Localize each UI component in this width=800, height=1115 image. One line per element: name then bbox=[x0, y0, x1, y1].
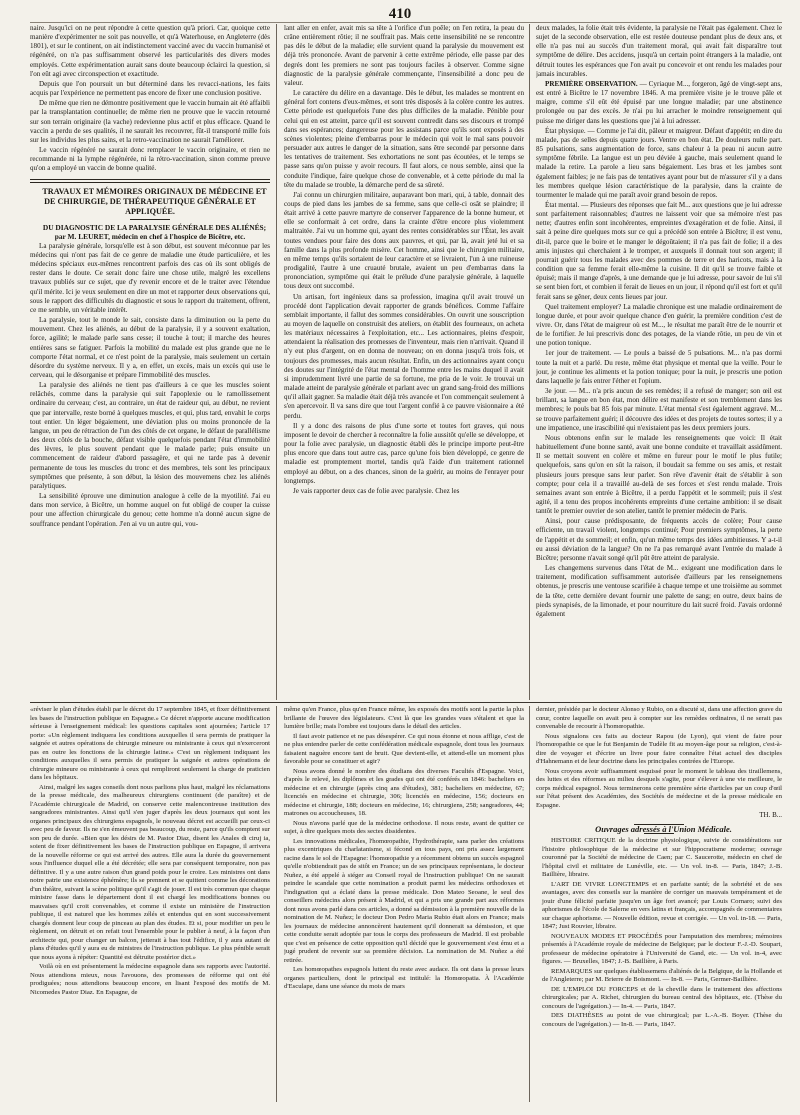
paragraph: De même que rien ne démontre positivement que le vaccin humain ait été affaibli par la transplantation continuelle; de même rien ne prouve que le vaccin retourné sur son terrain originaire (la vache) redevienne plus actif et plus efficace. Quand le vaccin a perdu de ses qualités, il ne saurait les recouvrer, fût-il transporté mille fois sur les individus les plus sains, et la retro-vaccination ne saurait l'améliorer. bbox=[30, 99, 270, 144]
publication-title: DE L'EMPLOI DU FORCEPS bbox=[551, 985, 638, 993]
publication-entry bbox=[536, 986, 782, 1012]
paragraph: Les changemens survenus dans l'état de M... exigeant une modification dans le traitement, modification suffisamment autorisée d'ailleurs par les renseignemens obtenus, je prescris une ventouse scarifiée à chaque tempe et une troisième au sommet de la tête, cette dernière devant fournir une palette de sang; en outre, deux bains de pieds synapisés, de la limonade, et pour nourriture du lait sucré froid. J'avais ordonné également bbox=[536, 564, 782, 618]
paragraph: Nous croyons avoir suffisamment esquissé pour le moment le tableau des tiraillemens, des luttes et des réformes au milieu desquels s'agite, pour s'élever à une vie meilleure, le corps médical espagnol. Nous terminerons cette première série d'articles par un coup d'œil sur l'état présent des Académies, des Sociétés de médecine et de la presse médicale en Espagne. bbox=[536, 767, 782, 809]
column-divider bbox=[276, 706, 277, 1102]
paragraph: Il faut avoir patience et ne pas désespérer. Ce qui nous étonne et nous afflige, c'est de ne plus entendre parler de cette confédération médicale espagnole, dont tous les journaux faisaient naguère encore tant de bruit. Que devient-elle, et attend-elle un moment plus favorable pour se constituer et agir? bbox=[284, 732, 524, 765]
paragraph: Ainsi, malgré les sages conseils dont nous parlions plus haut, malgré les réclamations de la presse médicale, des malheureux chirurgiens continuent (de paraître) et de l'Académie chirurgicale de Madrid, on conserve cette malencontreuse institution des sangradores ministrantes. Ainsi qu'il s'en juger d'après les deux journaux qui sont les organes principaux des chirurgiens espagnols, le nouveau décret est accueilli par ceux-ci avec peu de faveur. Ils ne s'en émeuvent pas beaucoup, du reste, parce qu'ils comptent sur son peu de durée. «Bien que les désirs de M. Pastor Diaz, disent les Anales di ciruj ia, soient de fixer définitivement les bases de l'instruction publique en Espagne, il arrivera de la nouvelle réforme ce qui est arrivé des autres. Elle aura la durée du gouvernement sous l'influence duquel elle a été décrétée; elle sera par conséquent temporaire, non pas définitive. Il y a une autre raison d'un grand poids pour le croire. Les ministres ont dans notre patrie une existence éphémère; ils se prennent et se quittent comme les décorations d'un théâtre, suivant la scène politique qu'il s'agit de jouer. Il est très commun que chaque ministre fasse dans le département dont il est chargé les modifications bonnes ou mauvaises qu'il croit convenables, et comme il existe un ministère de l'instruction publique, il est naturel que les hommes zélés et entendus qui en sont successivement chargés donnent leur coup de pinceau au plan des études. Et si, pour modifier un peu le règlement, on détruit et on refait tout l'ensemble pour le publier à neuf, à la façon d'un architecte qui, pour changer un balcon, jetterait à bas tout l'édifice, il y aura autant de plans d'études qu'il y aura eu de ministres de l'instruction publique. Le plus pénible serait que nous ayons à répéter: Quantité est détruite postérior dict.» bbox=[30, 783, 270, 961]
column-1-lower bbox=[30, 706, 270, 1102]
observation-heading-paragraph bbox=[536, 80, 782, 126]
paragraph: Nous avons donné le nombre des étudians des diverses Facultés d'Espagne. Voici, d'après le relevé, les diplômes et les grades qui ont été conférés en 1846: bacheliers en médecine et en chirurgie (après cinq ans d'études), 381; bacheliers en médecine, 67; licenciés en médecine et chirurgie, 306; licenciés en médecine, 156; docteurs en médecine et chirurgie, 188; docteurs en médecine, 16; chirurgiens, 258; sangradores, 44; matrones ou accoucheuses, 18. bbox=[284, 767, 524, 817]
author-signature: TH. B... bbox=[759, 811, 782, 819]
publication-text: et en parfaite santé; de la sobriété et de ses avantages, avec des conseils sur la manière de corriger un mauvais tempérament et de jouir d'une félicité parfaite jusqu'en un âge fort avancé; par Louis Cornaro; suivi des aphorismes de l'école de Salerne en vers latins et français, accompagnés de commentaires sur chaque aphorisme. — Nouvelle édition, revue et corrigée. — Un vol. in-18. — Paris, 1847; Just Rouvier, libraire. bbox=[542, 880, 782, 930]
publication-text: au point de vue chirurgical; par L.-A.-B. Boyer. (Thèse du concours de l'agrégation.) — In-8. — Paris, 1847. bbox=[542, 1012, 782, 1028]
publication-text: et de la cheville dans le traitement des affections chirurgicales; par A. Richet, chirurgien du bureau central des hôpitaux, etc. (Thèse du concours de l'agrégation.) — In-4. — Paris, 1847. bbox=[542, 985, 782, 1010]
publication-entry bbox=[536, 933, 782, 967]
paragraph: J'ai connu un chirurgien militaire, auparavant bon mari, qui, à table, donnait des coups de pied dans les jambes de sa femme, sans que celle-ci osât se plaindre; il était arrivé à cette pauvre martyre de conserver l'apparence de la bonne humeur, et elle se conformait à cet ordre, dans la crainte d'être encore plus violemment maltraitée. J'ai vu un homme qui, ayant des rentes considérables sur l'État, les avait toutes vendues pour faire des dons aux pauvres, et qui, par là, avait jeté lui et sa famille dans la plus profonde misère. Cet homme, ainsi que le chirurgien militaire, en même temps qu'ils sortaient de leur caractère et se livraient, l'un à une ruineuse prodigalité, l'autre à une cruauté brutale, avaient un peu d'embarras dans la prononciation, symptôme qui était le prélude d'une paralysie générale, à laquelle tous deux ont succombé. bbox=[284, 190, 524, 291]
paragraph: «réviser le plan d'études établi par le décret du 17 septembre 1845, et fixer définitivement les bases de l'instruction publique en Espagne.» Ce décret n'apporte aucune modification sérieuse à l'enseignement médical: les questions capitales sont ajournées; l'article 17 porte: «Un règlement indiquera les conditions auxquelles il sera permis de pratiquer la saignée et autres opérations de chirurgie mineure ou ministrante à ceux qui n'exerceront pas en outre les fonctions de la chirurgie latine.» C'est un règlement indiquant les conditions auxquelles il sera permis de pratiquer la saignée et autres opérations de chirurgie mineure ou ministrante à ceux qui rempliront seulement la charge de praticien dans les hôpitaux. bbox=[30, 706, 270, 781]
paragraph: Il y a donc des raisons de plus d'une sorte et toutes fort graves, qui nous imposent le devoir de chercher à reconnaître la folie aussitôt qu'elle se développe, et pour la folie avec paralysie, un diagnostic établi dès le principe importe peut-être plus encore que dans tout autre cas, parce qu'une fois bien développé, ce genre de maladie est promptement mortel, tandis qu'à l'aide d'un traitement rationnel employé au début, on a des chances, sinon de la guérir, au moins de l'enrayer pour longtemps. bbox=[284, 421, 524, 485]
paragraph: État physique. — Comme je l'ai dit, pâleur et maigreur. Défaut d'appétit; en dire du malade, pas de selles depuis quatre jours. Ventre en bon état. De douleurs nulle part. 85 pulsations, sans augmentation de force, sans chaleur à la peau ni aucun autre symptôme fébrile. La langue est un peu déviée à gauche, mais seulement quand le malade la retire. La parole a lieu sans bégaiement. Les bras et les jambes sont également faibles; je ne fais pas de tentatives ayant pour but de m'assurer s'il y a dans les membres quelque lésion caractéristique de la paralysie, dans la crainte de tourmenter le malade qui me paraît avoir grand besoin de repos. bbox=[536, 126, 782, 199]
paragraph: deux malades, la folie était très évidente, la paralysie ne l'était pas également. Chez le sujet de la seconde observation, elle est restée douteuse pendant plus de deux ans, et elle n'a pas nui au succès d'un traitement moral, qui avait fait disparaître tout symptôme de délire. Des accidens, jusqu'à un certain point étrangers à la maladie, ont détruit toutes les espérances que l'on avait pu concevoir et ont rendu les malades pour jamais incurables. bbox=[536, 24, 782, 78]
publication-entry bbox=[536, 1012, 782, 1029]
paragraph: La paralysie générale, lorsqu'elle est à son début, est souvent méconnue par les médecins qui n'ont pas fait de ce genre de maladie une étude particulière, et les médecins spéciaux eux-mêmes rencontrent parfois des cas où ils sont obligés de rester dans le doute. Ce serait donc faire une chose utile, malgré les excellens travaux publiés sur ce sujet, que d'y revenir encore et de le traiter avec l'étendue qu'il mérite. Ici je veux seulement en dire un mot et rapporter deux observations qui, sous le rapport des difficultés du diagnostic et sous le rapport du traitement, offrent, ce me semble, un véritable intérêt. bbox=[30, 241, 270, 314]
paragraph: Les homœopathes espagnols luttent du reste avec audace. Ils ont dans la presse leurs organes particuliers, dont le principal est intitulé: la Homœopatia. À l'Académie d'Esculape, dans une séance du mois de mars bbox=[284, 966, 524, 990]
paragraph: La paralysie des aliénés ne tient pas d'ailleurs à ce que les muscles soient relâchés, comme dans la paralysie qui suit l'apoplexie ou le ramollissement ordinaire du cerveau; c'est, au contraire, un état de raideur qui, au début, ne revient que par intervalle, reste borné à quelques muscles, et qui, plus tard, envahit le corps tout entier. Un léger bégaiement, une déviation plus ou moins prononcée de la langue, un peu de rétraction de l'un des côtés de cet organe, le défaut de parallélisme des deux côtés de la bouche, défaut visible quelquefois pendant l'état d'immobilité des lèvres, le plus souvent pendant que le malade parle; puis ensuite un commencement de raideur d'abord passagère, et qui ne tarde pas à devenir permanente de tous les muscles du tronc et des membres, tels sont les principaux symptômes que présente, à son début, la lésion des mouvemens chez les aliénés paralytiques. bbox=[30, 381, 270, 490]
column-3-lower bbox=[536, 706, 782, 1102]
page-number: 410 bbox=[388, 6, 412, 22]
publication-title: NOUVEAUX MODES ET PROCÉDÉS bbox=[551, 932, 663, 940]
publication-entry bbox=[536, 968, 782, 985]
paragraph: La paralysie, tout le monde le sait, consiste dans la diminution ou la perte du mouvement. Chez les aliénés, au début de la paralysie, il y a souvent exaltation, force, agilité; le malade parle sans cesse; il touche à tout; il marche des heures entières sans se fatiguer. Parfois la mobilité du malade est plus grande que ne le comporte l'état normal, et ce n'est point de la paralysie, mais seulement un certain désordre du système nerveux. Il y a, en effet, un excès, mais un excès qui use le cerveau, qui le désorganise et prépare l'immobilité des muscles. bbox=[30, 316, 270, 379]
paragraph: Un artisan, fort ingénieux dans sa profession, imagina qu'il avait trouvé un procédé dont l'application devait rapporter de grands bénéfices. Comme l'affaire semblait importante, il fallut des sommes considérables. On ouvrit une souscription au moyen de laquelle on construisit des ateliers, on établit des fourneaux, on acheta les matériaux nécessaires à l'exploitation, etc... Les actionnaires, pleins d'espoir, attendaient la réalisation des promesses de l'inventeur, mais rien n'arrivait. Quand il n'y eut plus d'argent, on en donna de nouveau; on en donna jusqu'à trois fois, et toujours des promesses, mais aucun résultat. Enfin, un des actionnaires ayant conçu des doutes sur l'intégrité de l'état mental de l'homme entre les mains duquel il avait si imprudemment livré une partie de sa fortune, me pria de le voir. Je trouvai un malade atteint de paralysie générale et parlant avec un grand sang-froid des millions qu'il allait gagner. Sa maladie était déjà très avancée et l'on commençait seulement à s'en apercevoir. Il va sans dire que tout l'argent confié à ce pauvre visionnaire a été perdu. bbox=[284, 292, 524, 420]
paragraph: dernier, présidée par le docteur Alonso y Rubio, on a discuté si, dans une affection grave du cœur, contre laquelle on avait peu à compter sur les remèdes ordinaires, il ne serait pas convenable de recourir à l'homœopathie. bbox=[536, 706, 782, 730]
paragraph: Le caractère du délire en a davantage. Dès le début, les malades se montrent en général fort contens d'eux-mêmes, et sont très disposés à la colère contre les autres. Cette période est quelquefois l'une des plus difficiles de la maladie. Pénible pour celui qui en est atteint, parce qu'il est souvent contredit dans ses discours et trompé dans ses espérances; dangereuse pour les assistans parce qu'ils sont exposés à des scènes violentes; pleine d'embarras pour le médecin qui voit le mal sans pouvoir persuader aux autres le danger de la situation, sans être secondé par personne dans les tentatives de traitement. Ses exhortations ne sont pas écoutées, et le temps se passe sans qu'on puisse y avoir recours. Il faut alors, ce nous semble, ainsi que la conduite l'indique, faire quelque chose de convenable, et à cette période du mal la tête du malade se trouble, la démarche perd de sa sûreté. bbox=[284, 89, 524, 189]
paragraph: Les innovations médicales, l'homœopathie, l'hydrothérapie, sans parler des créations plus excentriques du charlatanisme, si fécond en tous pays, ont pris assez largement racine dans le sol de l'Espagne: l'homœopathie y a récemment obtenu un succès espagnol qu'elle n'obtiendrait pas de sitôt en France; un de ses principaux représentans, le docteur Nuñez, a été appelé à siéger au Conseil royal de l'instruction publique! On ne saurait peindre le scandale que cette nomination a produit parmi les médecins orthodoxes et l'indignation qui a éclaté dans la presse médicale. Don Mateo Seoane, le seul des conseillers médecins alors présent à Madrid, et qui a pris une grande part aux réformes dont nous avons parlé dans ces articles, a donné sa démission à la première nouvelle de la nomination de M. Nuñez; le docteur Don Pedro Maria Rubio était alors en France; mais les journaux de médecine annoncèrent hautement qu'il donnerait sa démission, et que cette conduite serait adoptée par tous le corps des professeurs de Madrid. Il est probable que c'est en présence de cette opposition qu'il décidé que le gouvernement s'est ému et a jugé prudent de revenir sur sa première décision. La nomination de M. Nuñez a été retirée. bbox=[284, 837, 524, 964]
paragraph: 3e jour. — M... n'a pris aucun de ses remèdes; il a refusé de manger; son œil est brillant, sa langue en bon état, mon délire est manifeste et son tremblement dans les membres; le pouls bat 85 fois par minute. L'état mental s'est également aggravé. M... se trouve parfaitement guéri; il découvre des idées et des projets de toutes sortes; il y a une impatience, une irascibilité qui n'existaient pas les deux premiers jours. bbox=[536, 387, 782, 432]
paragraph: Nous n'avons parlé que de la médecine orthodoxe. Il nous reste, avant de quitter ce sujet, à dire quelques mots des sectes dissidentes. bbox=[284, 819, 524, 835]
column-divider bbox=[276, 24, 277, 700]
publications-heading: Ouvrages adressés à l'Union Médicale. bbox=[595, 823, 732, 834]
paragraph: même qu'en France, plus qu'en France même, les exposés des motifs sont la partie la plus brillante de l'œuvre des législateurs. C'est là que les grandes vues s'étalent et que la lumière brille; mais l'ombre est toujours dans le détail des articles. bbox=[284, 706, 524, 730]
paragraph: Depuis que l'on poursuit un but déterminé dans les revacci-nations, les faits acquis par l'expérience ne permettent pas encore de fixer une conclusion positive. bbox=[30, 79, 270, 98]
observation-text: — Cyriaque M..., forgeron, âgé de vingt-sept ans, est entré à Bicêtre le 17 novembre 1846. A ma première visite je le trouve pâle et maigre, comme s'il eût été épuisé par une longue maladie; par une abstinence prolongée ou par des excès. Je n'ai pu lui arracher le moindre renseignement qui puisse me diriger dans les questions que j'ai à lui adresser. bbox=[536, 79, 782, 125]
publication-title: REMARQUES bbox=[551, 967, 593, 975]
observation-title: PREMIÈRE OBSERVATION. bbox=[545, 79, 638, 88]
paragraph: La sensibilité éprouve une diminution analogue à celle de la myotilité. J'ai eu dans mon service, à Bicêtre, un homme auquel on fut obligé de couper la cuisse pour une affection chirurgicale du genou; cette homme n'a donné aucun signe de souffrance pendant l'opération. J'en ai vu un autre qui, vou- bbox=[30, 492, 270, 528]
publication-text: pour l'amputation des membres; mémoires présentés à l'Académie royale de médecine de Belgique; par le docteur F.-J.-D. Soupart, professeur de médecine opératoire à l'Université de Gand, etc. — Un vol. in-4, avec figures. — Bruxelles, 1847; J.-B. Baillière, à Paris. bbox=[542, 932, 782, 965]
column-2-upper bbox=[284, 24, 524, 700]
paragraph: Le vaccin régénéré ne saurait donc remplacer le vaccin originaire, et rien ne recommande ni la lymphe régénérée, ni la rétro-vaccination, sinon comme preuve qu'on a employé un vaccin de bonne qualité. bbox=[30, 146, 270, 173]
paragraph: Nous signalons ces faits au docteur Rapou (de Lyon), qui vient de faire pour l'homœopathie ce que le fut Benjamin de Tudèle fit au moyen-âge pour sa religion, c'est-à-dire de voyager et d'écrire un livre pour faire connaître l'état actuel des disciples d'Hahnemann et de leur doctrine dans les principales contrées de l'Europe. bbox=[536, 732, 782, 765]
paragraph: Ainsi, pour cause prédisposante, de fréquents accès de colère; Pour cause efficiente, un travail violent, longtemps continué; Pour premiers symptômes, la perte de l'appétit et du sommeil; et enfin, qu'un même temps des idées ambitieuses. Y a-t-il eu aussi déviation de la langue? On ne l'a pas remarqué avant l'entrée du malade à Bicêtre; personne n'avait songé qu'il pût être atteint de paralysie. bbox=[536, 517, 782, 562]
publication-title: HISTOIRE CRITIQUE bbox=[551, 837, 616, 844]
paragraph: Nous obtenons enfin sur le malade les renseignements que voici: Il était habituellement d'une bonne santé, avait une bonne conduite et travaillait assidûment. Il se mettait souvent en colère et même en fureur pour le motif le plus futile; quelquefois, sans qu'on en sût la raison, il boudait sa femme ou ses amis, et restait plusieurs jours presque sans leur parler. Son rêve d'avenir était de s'établir à son compte; pour cela il a travaillé au-delà de ses forces et s'est rendu malade. Trois semaines avant son entrée à Bicêtre, il a perdu l'appétit et le sommeil; puis il s'est agité, il a tenu des propos incohérents empreints d'une certaine ambition: il se disait tantôt le premier ouvrier de son atelier, tantôt le premier médecin de Paris. bbox=[536, 433, 782, 516]
publication-entry bbox=[536, 881, 782, 932]
publication-title: L'ART DE VIVRE LONGTEMPS bbox=[551, 880, 649, 888]
column-divider bbox=[529, 706, 530, 1102]
section-rule bbox=[30, 179, 270, 183]
paragraph: Voilà où en est présentement la médecine espagnole dans ses rapports avec l'autorité. Nous attendions mieux, nous l'avouons, des promesses de réforme qui ont été prodiguées; nous attendions beaucoup encore, en lisant l'exposé des motifs de M. Nicomedes Pastor Diaz. En Espagne, de bbox=[30, 963, 270, 996]
publication-text: de la doctrine physiologique, suivie de considérations sur l'histoire philosophique de la médecine et sur l'hippocratisme moderne; ouvrage couronné par la Société de médecine de Caen; par C. Saucerotte, médecin en chef de l'hôpital civil et militaire de Lunéville, etc. — Un vol. in-8. — Paris, 1847; J.-B. Baillière, libraire. bbox=[542, 837, 782, 878]
paragraph: lant aller en enfer, avait mis sa tête à l'orifice d'un poêle; on l'en retira, la peau du crâne entièrement rôtie; il ne souffrait pas. Mais cette insensibilité ne se rencontre pas dès le début de la maladie; elle survient quand la paralysie du mouvement est déjà très prononcée. Avant de parvenir à cette extrême période, elle passe par des degrés dont les premiers ne sont pas toujours faciles à observer. Comme signe diagnostic de la paralysie générale commençante, l'insensibilité a donc peu de valeur. bbox=[284, 24, 524, 87]
article-title: DU DIAGNOSTIC DE LA PARALYSIE GÉNÉRALE DES ALIÉNÉS; par M. LEURET, médecin en chef à l'hospice de Bicêtre, etc. bbox=[42, 222, 267, 241]
paragraph: naire. Jusqu'ici on ne peut répondre à cette question qu'à priori. Car, quoique cette manière d'expérimenter ne soit pas nouvelle, et qu'à Waterhouse, en Angleterre (dès 1801), et sur le continent, on ait indistinctement vacciné avec du vaccin humanisé et régénéré, on n'a pas suffisamment observé les particularités des divers modes employés. Cette expérimentation aurait sans doute beaucoup éclairci la question, si l'on eût agi avec circonspection et exactitude. bbox=[30, 24, 270, 78]
paragraph: 1er jour de traitement. — Le pouls a baissé de 5 pulsations. M... n'a pas dormi toute la nuit et a parlé. Du reste, même état physique et mental que la veille. Pour le jour, je continue les aliments et la potion tonique; pour la nuit, je prescris une potion dans laquelle je fais entrer l'éther et l'opium. bbox=[536, 349, 782, 385]
publication-title: DES DIATHÈSES bbox=[551, 1012, 604, 1019]
paragraph: État mental. — Plusieurs des réponses que fait M... aux questions que je lui adresse sont parfaitement raisonnables; d'autres ne laissent voir que sa mémoire n'est pas nette; d'autres enfin sont incohérentes, empreintes d'exagération et de folie. Ainsi, il sait à peine dire quelques mots sur ce qui a précédé son entrée à Bicêtre; il est venu, dit-il, parce que le boire et le manger le dégoûtaient; il n'a pas fait de folie; il a des amis injustes qui cherchaient à le tromper, et auxquels il donnait tout son argent; il pourrait guérir tous les malades avec des pommes de terre et des haricots, mais à la condition que sa femme ferait elle-même la cuisine. Il dit qu'il se trouve faible et épuisé; mais il mange d'après, à une demande que je lui adresse, pour savoir de lui s'il se sent bien fort, et combien il ferait de lieues en un jour, il répond qu'il est fort et qu'il ferait sans se gêner, deux cents lieues par jour. bbox=[536, 200, 782, 301]
column-3-upper bbox=[536, 24, 782, 700]
column-divider bbox=[529, 24, 530, 700]
header-rule bbox=[30, 22, 782, 23]
paragraph: Quel traitement employer? La maladie chronique est une maladie ordinairement de longue durée, et pour avoir quelque chance d'en guérir, la première condition c'est de vivre. Or, dans l'état de maigreur où est M..., le résultat me paraît être de le nourrir et de le fortifier. Je lui prescrivis donc des potages, de la viande rôtie, un peu de vin et une potion tonique. bbox=[536, 302, 782, 348]
section-heading: TRAVAUX ET MÉMOIRES ORIGINAUX DE MÉDECINE ET DE CHIRURGIE, DE THÉRAPEUTIQUE GÉNÉRALE ET APPLIQUÉE. bbox=[42, 186, 267, 216]
heading-underline bbox=[130, 219, 170, 220]
publication-entry bbox=[536, 837, 782, 880]
column-1-upper bbox=[30, 24, 270, 700]
section-divider bbox=[30, 702, 782, 703]
paragraph: Je vais rapporter deux cas de folie avec paralysie. Chez les bbox=[293, 486, 460, 495]
publication-text: sur quelques établissemens d'aliénés de la Belgique, de la Hollande et de l'Angleterre; par M. Brierre de Boismont. — In-8. — Paris, Germer-Baillière. bbox=[542, 967, 782, 983]
column-2-lower bbox=[284, 706, 524, 1102]
